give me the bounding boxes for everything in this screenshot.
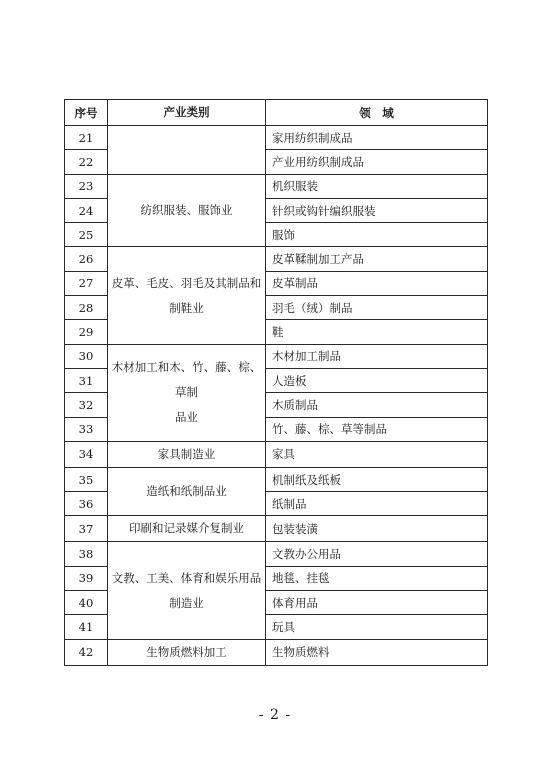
row-number: 40	[65, 591, 108, 615]
table-row	[65, 639, 488, 665]
page-number: - 2 -	[258, 707, 292, 723]
category-textile-apparel	[108, 174, 266, 247]
category-text: 制造业	[169, 595, 204, 610]
row-number: 36	[65, 492, 108, 516]
row-number: 38	[65, 542, 108, 566]
category-printing: 印刷和记录媒介复制业	[108, 516, 266, 542]
category-wood	[108, 344, 266, 441]
row-field: 木质制品	[266, 393, 488, 417]
row-field: 包装装潢	[266, 516, 488, 542]
header-field: 领 域	[266, 100, 488, 126]
row-field: 鞋	[266, 320, 488, 344]
row-field: 机织服装	[266, 174, 488, 198]
row-number: 29	[65, 320, 108, 344]
table-row	[65, 126, 488, 150]
row-field: 针织或钩针编织服装	[266, 198, 488, 222]
row-field: 家用纺织制成品	[266, 126, 488, 150]
category-text: 草制	[175, 385, 198, 400]
row-number: 41	[65, 615, 108, 639]
row-field: 羽毛（绒）制品	[266, 296, 488, 320]
table-row	[65, 441, 488, 467]
row-number: 33	[65, 417, 108, 441]
category-text: 造纸和纸制品业	[146, 484, 227, 499]
table-row	[65, 542, 488, 566]
category-leather	[108, 247, 266, 344]
table-header-row	[65, 100, 488, 126]
table-row	[65, 247, 488, 271]
industry-table	[64, 99, 488, 666]
row-number: 25	[65, 223, 108, 247]
category-text: 品业	[175, 410, 198, 425]
row-number: 39	[65, 566, 108, 590]
row-field: 体育用品	[266, 591, 488, 615]
row-number: 24	[65, 198, 108, 222]
category-text: 文教、工美、体育和娱乐用品	[111, 570, 262, 585]
row-number: 31	[65, 368, 108, 392]
row-number: 37	[65, 516, 108, 542]
row-field: 服饰	[266, 223, 488, 247]
row-field: 机制纸及纸板	[266, 467, 488, 491]
row-number: 26	[65, 247, 108, 271]
row-field: 生物质燃料	[266, 639, 488, 665]
category-text: 纺织服装、服饰业	[140, 203, 233, 218]
category-culture-sports	[108, 542, 266, 639]
row-field: 玩具	[266, 615, 488, 639]
category-paper	[108, 467, 266, 516]
row-number: 21	[65, 126, 108, 150]
row-field: 文教办公用品	[266, 542, 488, 566]
category-furniture: 家具制造业	[108, 441, 266, 467]
row-field: 地毯、挂毯	[266, 566, 488, 590]
row-number: 28	[65, 296, 108, 320]
row-field: 木材加工制品	[266, 344, 488, 368]
table-row	[65, 344, 488, 368]
row-number: 34	[65, 441, 108, 467]
row-number: 32	[65, 393, 108, 417]
table-row	[65, 174, 488, 198]
category-cell-empty	[108, 126, 266, 175]
header-industry-category: 产业类别	[108, 100, 266, 126]
category-biomass: 生物质燃料加工	[108, 639, 266, 665]
row-field: 竹、藤、棕、草等制品	[266, 417, 488, 441]
row-field: 家具	[266, 441, 488, 467]
row-field: 皮革鞣制加工产品	[266, 247, 488, 271]
table-row	[65, 467, 488, 491]
row-field: 皮革制品	[266, 271, 488, 295]
category-text: 皮革、毛皮、羽毛及其制品和	[111, 275, 262, 290]
row-field: 产业用纺织制成品	[266, 150, 488, 174]
header-serial-number: 序号	[65, 100, 108, 126]
row-number: 22	[65, 150, 108, 174]
row-number: 23	[65, 174, 108, 198]
row-field: 纸制品	[266, 492, 488, 516]
row-number: 27	[65, 271, 108, 295]
row-number: 30	[65, 344, 108, 368]
table-row	[65, 516, 488, 542]
category-text: 制鞋业	[169, 300, 204, 315]
row-field: 人造板	[266, 368, 488, 392]
row-number: 42	[65, 639, 108, 665]
row-number: 35	[65, 467, 108, 491]
category-text: 木材加工和木、竹、藤、棕、	[111, 360, 262, 375]
